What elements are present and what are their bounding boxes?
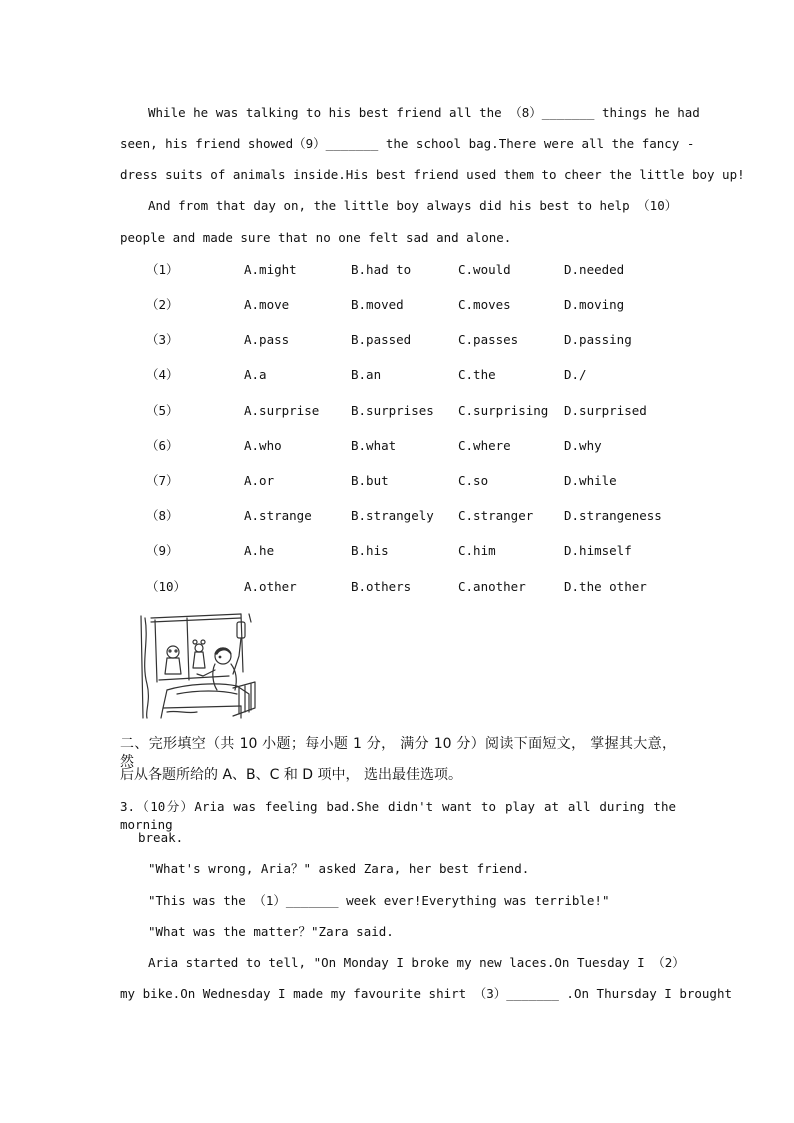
option-row xyxy=(0,436,794,456)
option-number: （3） xyxy=(146,332,179,347)
option-b: B.his xyxy=(351,543,389,558)
option-c: C.stranger xyxy=(458,508,534,523)
question-line: "What's wrong, Aria？" asked Zara, her best friend. xyxy=(148,861,530,876)
option-a: A.pass xyxy=(244,332,290,347)
option-b: B.but xyxy=(351,473,389,488)
option-number: （7） xyxy=(146,473,179,488)
option-row xyxy=(0,330,794,350)
option-number: （4） xyxy=(146,367,179,382)
option-c: C.him xyxy=(458,543,496,558)
option-d: D.why xyxy=(564,438,602,453)
option-a: A.might xyxy=(244,262,297,277)
option-row xyxy=(0,506,794,526)
option-row xyxy=(0,401,794,421)
option-number: （8） xyxy=(146,508,179,523)
option-c: C.the xyxy=(458,367,496,382)
option-d: D.passing xyxy=(564,332,632,347)
passage-line: dress suits of animals inside.His best friend used them to cheer the little boy up! xyxy=(120,167,745,182)
option-d: D.needed xyxy=(564,262,625,277)
option-b: B.others xyxy=(351,579,412,594)
question-line: "This was the （1）_______ week ever!Everything was terrible!" xyxy=(148,893,610,908)
option-c: C.moves xyxy=(458,297,511,312)
question-line: 3.（10分）Aria was feeling bad.She didn't want to play at all during the morning xyxy=(120,799,676,832)
option-b: B.passed xyxy=(351,332,412,347)
option-row xyxy=(0,295,794,315)
option-b: B.surprises xyxy=(351,403,434,418)
option-a: A.a xyxy=(244,367,267,382)
option-d: D./ xyxy=(564,367,587,382)
option-number: （9） xyxy=(146,543,179,558)
option-a: A.other xyxy=(244,579,297,594)
option-a: A.surprise xyxy=(244,403,320,418)
option-a: A.move xyxy=(244,297,290,312)
section-heading: 二、完形填空（共 10 小题；每小题 1 分， 满分 10 分）阅读下面短文， 掌握其大意， 然 xyxy=(120,736,676,770)
option-c: C.passes xyxy=(458,332,519,347)
option-c: C.so xyxy=(458,473,489,488)
option-b: B.an xyxy=(351,367,382,382)
option-b: B.had to xyxy=(351,262,412,277)
option-c: C.surprising xyxy=(458,403,549,418)
question-line: Aria started to tell, "On Monday I broke my new laces.On Tuesday I （2） xyxy=(148,955,685,970)
passage-line: While he was talking to his best friend all the （8）_______ things he had xyxy=(148,105,700,120)
question-line: my bike.On Wednesday I made my favourite shirt （3）_______ .On Thursday I brought xyxy=(120,986,732,1001)
option-row xyxy=(0,260,794,280)
option-row xyxy=(0,365,794,385)
option-b: B.moved xyxy=(351,297,404,312)
option-c: C.another xyxy=(458,579,526,594)
passage-line: seen, his friend showed（9）_______ the school bag.There were all the fancy - xyxy=(120,136,695,151)
passage-line: And from that day on, the little boy always did his best to help （10） xyxy=(148,198,678,213)
option-number: （1） xyxy=(146,262,179,277)
option-d: D.surprised xyxy=(564,403,647,418)
option-number: （5） xyxy=(146,403,179,418)
option-number: （2） xyxy=(146,297,179,312)
question-line: "What was the matter？"Zara said. xyxy=(148,924,394,939)
option-d: D.while xyxy=(564,473,617,488)
option-c: C.where xyxy=(458,438,511,453)
option-d: D.himself xyxy=(564,543,632,558)
option-c: C.would xyxy=(458,262,511,277)
option-d: D.moving xyxy=(564,297,625,312)
option-d: D.strangeness xyxy=(564,508,662,523)
option-a: A.who xyxy=(244,438,282,453)
option-row xyxy=(0,541,794,561)
option-d: D.the other xyxy=(564,579,647,594)
option-b: B.what xyxy=(351,438,397,453)
option-a: A.or xyxy=(244,473,275,488)
option-a: A.he xyxy=(244,543,275,558)
option-row xyxy=(0,471,794,491)
question-line: break. xyxy=(138,830,184,845)
option-a: A.strange xyxy=(244,508,312,523)
option-number: （10） xyxy=(146,579,187,594)
option-number: （6） xyxy=(146,438,179,453)
option-row xyxy=(0,577,794,597)
passage-line: people and made sure that no one felt sad and alone. xyxy=(120,230,512,245)
section-heading: 后从各题所给的 A、B、C 和 D 项中， 选出最佳选项。 xyxy=(120,767,462,783)
option-b: B.strangely xyxy=(351,508,434,523)
hospital-bed-illustration xyxy=(137,612,257,720)
